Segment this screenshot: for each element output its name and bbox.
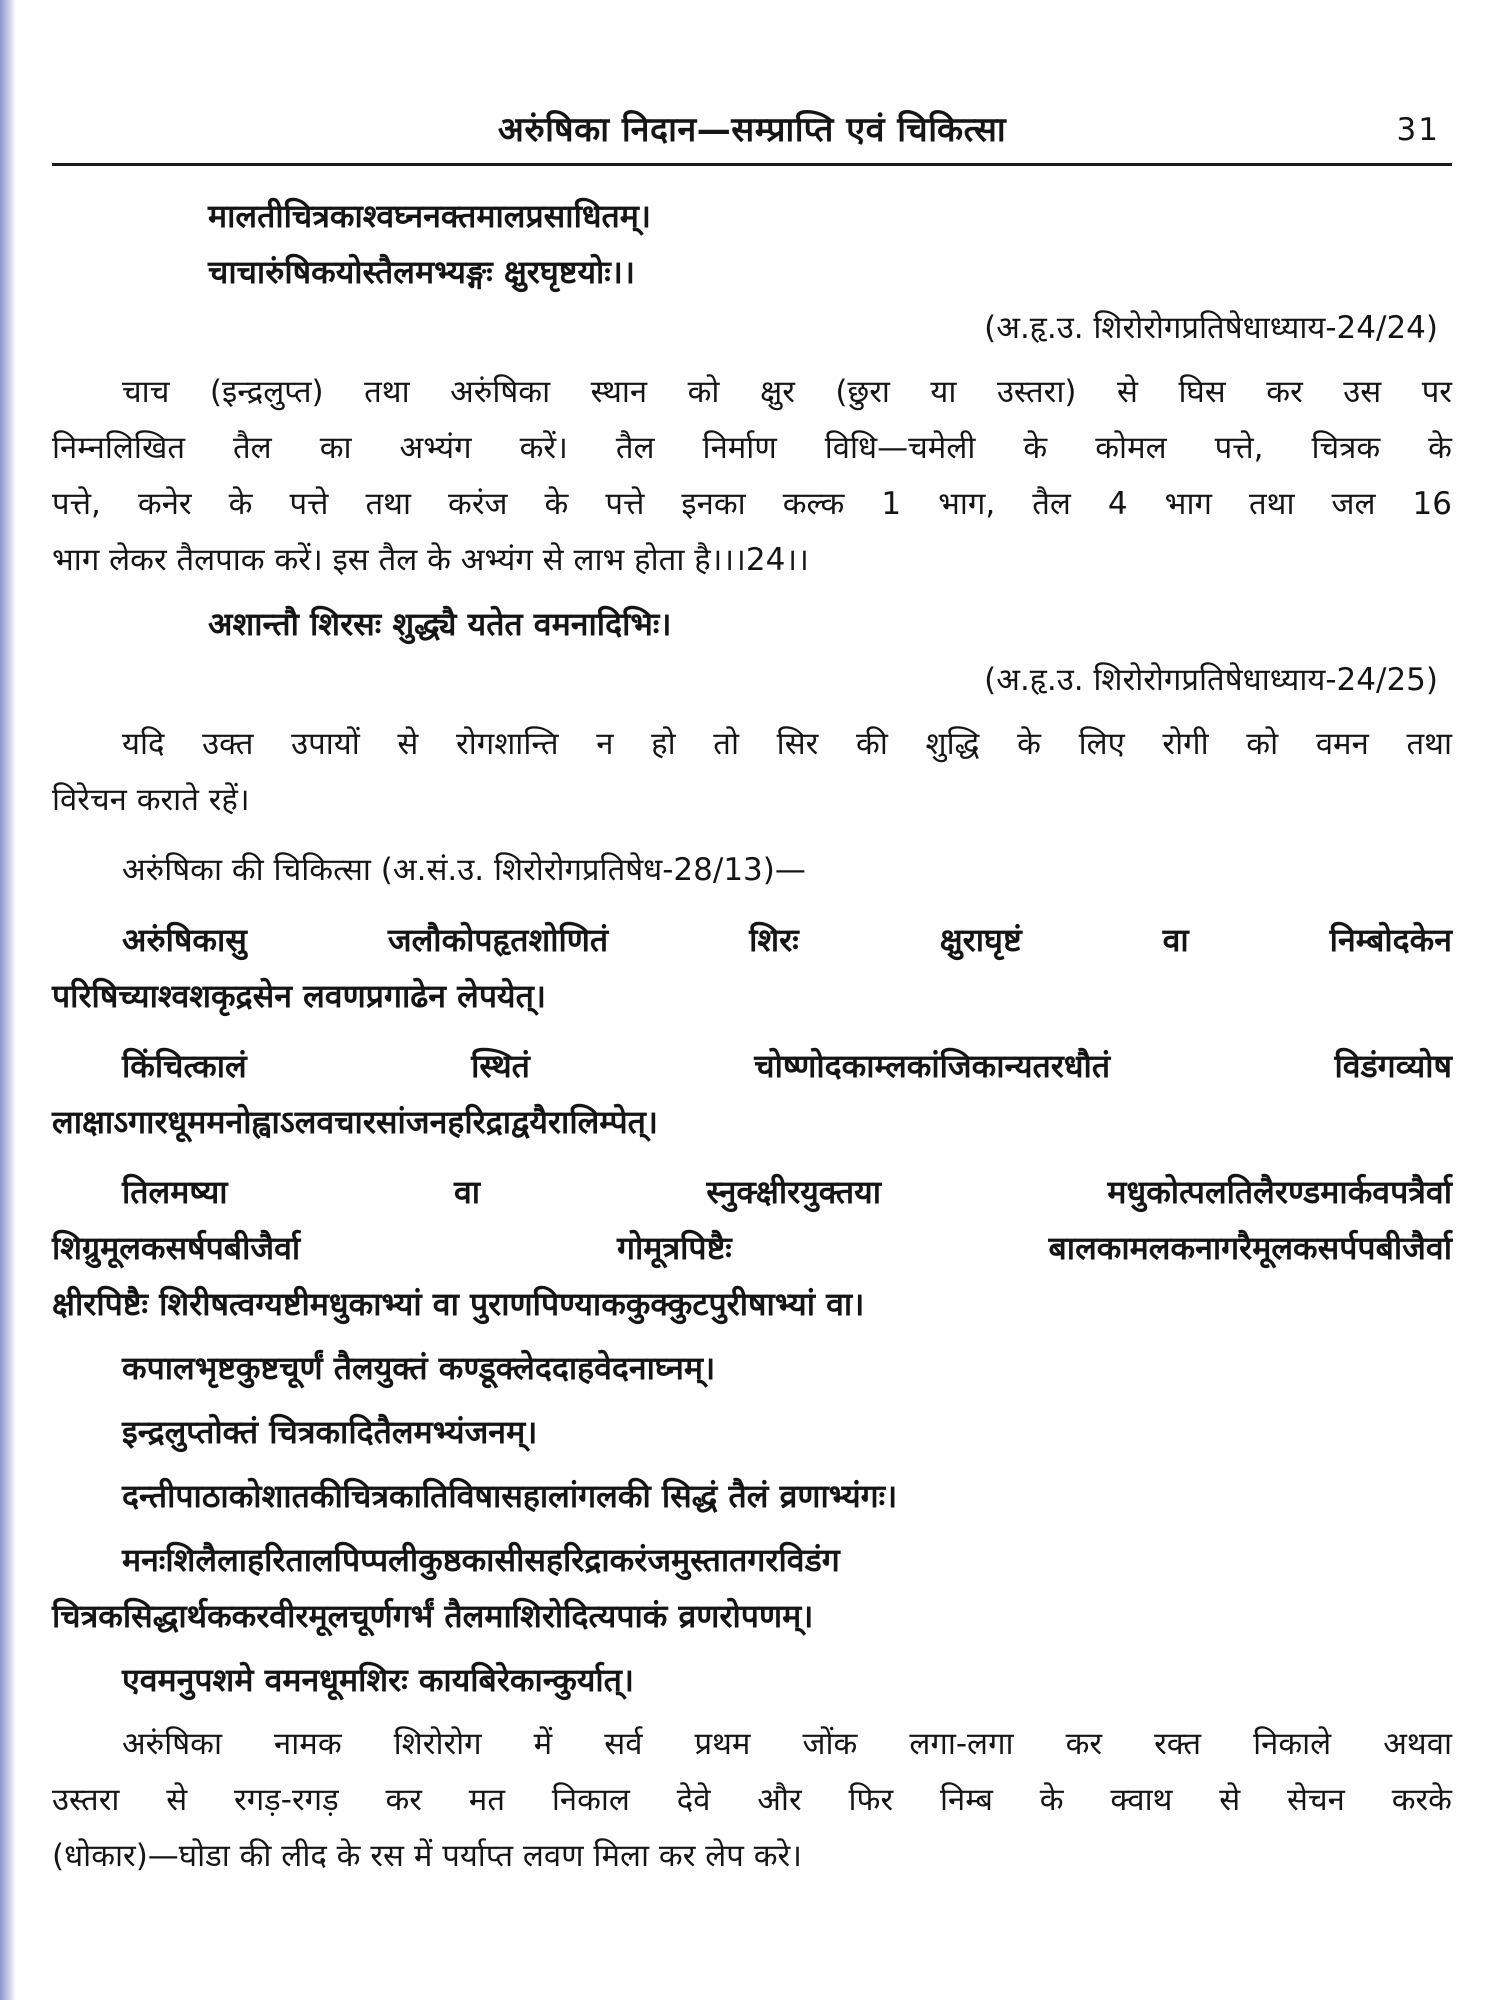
sanskrit-line: लाक्षाऽगारधूममनोह्वाऽलवचारसांजनहरिद्राद्वयैरालिम्पेत्।: [52, 1103, 659, 1141]
paragraph-line: चाच (इन्द्रलुप्त) तथा अरुंषिका स्थान को क्षुर (छुरा या उस्तरा) से घिस कर उस पर: [122, 374, 1452, 410]
verse-line: अशान्तौ शिरसः शुद्ध्यै यतेत वमनादिभिः।: [208, 605, 672, 643]
page-edge-shadow: [0, 0, 16, 2000]
verse-line: मालतीचित्रकाश्वघ्ननक्तमालप्रसाधितम्।: [208, 197, 652, 235]
paragraph-line: पत्ते, कनेर के पत्ते तथा करंज के पत्ते इनका कल्क 1 भाग, तैल 4 भाग तथा जल 16: [52, 486, 1452, 522]
citation: (अ.हृ.उ. शिरोरोगप्रतिषेधाध्याय-24/25): [984, 662, 1438, 698]
sanskrit-line: शिग्रुमूलकसर्षपबीजैर्वा गोमूत्रपिष्टैः बालकामलकनागरैमूलकसर्पपबीजैर्वा: [52, 1229, 1452, 1267]
verse-line: चाचारुंषिकयोस्तैलमभ्यङ्गः क्षुरघृष्टयोः।।: [208, 253, 636, 291]
sanskrit-line: अरुंषिकासु जलौकोपहृतशोणितं शिरः क्षुराघृष्टं वा निम्बोदकेन: [122, 921, 1452, 959]
paragraph-line: निम्नलिखित तैल का अभ्यंग करें। तैल निर्माण विधि—चमेली के कोमल पत्ते, चित्रक के: [52, 430, 1452, 466]
sanskrit-line: किंचित्कालं स्थितं चोष्णोदकाम्लकांजिकान्यतरधौतं विडंगव्योष: [122, 1047, 1452, 1085]
paragraph-line: भाग लेकर तैलपाक करें। इस तैल के अभ्यंग से लाभ होता है।।।24।।: [52, 542, 809, 578]
sanskrit-line: कपालभृष्टकुष्टचूर्णं तैलयुक्तं कण्डूक्लेददाहवेदनाघ्नम्।: [122, 1349, 716, 1387]
sanskrit-line: परिषिच्याश्वशकृद्रसेन लवणप्रगाढेन लेपयेत्।: [52, 977, 546, 1015]
sanskrit-line: एवमनुपशमे वमनधूमशिरः कायबिरेकान्कुर्यात्।: [122, 1661, 635, 1699]
paragraph-line: यदि उक्त उपायों से रोगशान्ति न हो तो सिर की शुद्धि के लिए रोगी को वमन तथा: [122, 726, 1452, 762]
sanskrit-line: दन्तीपाठाकोशातकीचित्रकातिविषासहालांगलकी सिद्धं तैलं व्रणाभ्यंगः।: [122, 1477, 898, 1515]
sanskrit-line: तिलमष्या वा स्नुक्क्षीरयुक्तया मधुकोत्पलतिलैरण्डमार्कवपत्रैर्वा: [122, 1173, 1452, 1211]
section-heading: अरुंषिका की चिकित्सा (अ.सं.उ. शिरोरोगप्रतिषेध-28/13)—: [122, 852, 806, 888]
sanskrit-line: इन्द्रलुप्तोक्तं चित्रकादितैलमभ्यंजनम्।: [122, 1413, 538, 1451]
paragraph-line: विरेचन कराते रहें।: [52, 782, 250, 818]
paragraph-line: उस्तरा से रगड़-रगड़ कर मत निकाल देवे और फिर निम्ब के क्वाथ से सेचन करके: [52, 1782, 1452, 1818]
paragraph-line: अरुंषिका नामक शिरोरोग में सर्व प्रथम जोंक लगा-लगा कर रक्त निकाले अथवा: [122, 1726, 1452, 1762]
paragraph-line: (धोकार)—घोडा की लीद के रस में पर्याप्त लवण मिला कर लेप करे।: [52, 1838, 802, 1874]
sanskrit-line: क्षीरपिष्टैः शिरीषत्वग्यष्टीमधुकाभ्यां वा पुराणपिण्याककुक्कुटपुरीषाभ्यां वा।: [52, 1285, 865, 1323]
running-header: [52, 102, 1452, 162]
sanskrit-line: मनःशिलैलाहरितालपिप्पलीकुष्ठकासीसहरिद्राकरंजमुस्तातगरविडंग: [122, 1541, 840, 1579]
header-title: अरुंषिका निदान—सम्प्राप्ति एवं चिकित्सा: [497, 110, 1007, 150]
sanskrit-line: चित्रकसिद्धार्थककरवीरमूलचूर्णगर्भं तैलमाशिरोदित्यपाकं व्रणरोपणम्।: [52, 1597, 814, 1635]
citation: (अ.हृ.उ. शिरोरोगप्रतिषेधाध्याय-24/24): [984, 310, 1438, 346]
page-content: [52, 180, 1452, 1884]
page-number: 31: [1396, 112, 1440, 148]
header-rule: [52, 163, 1452, 166]
